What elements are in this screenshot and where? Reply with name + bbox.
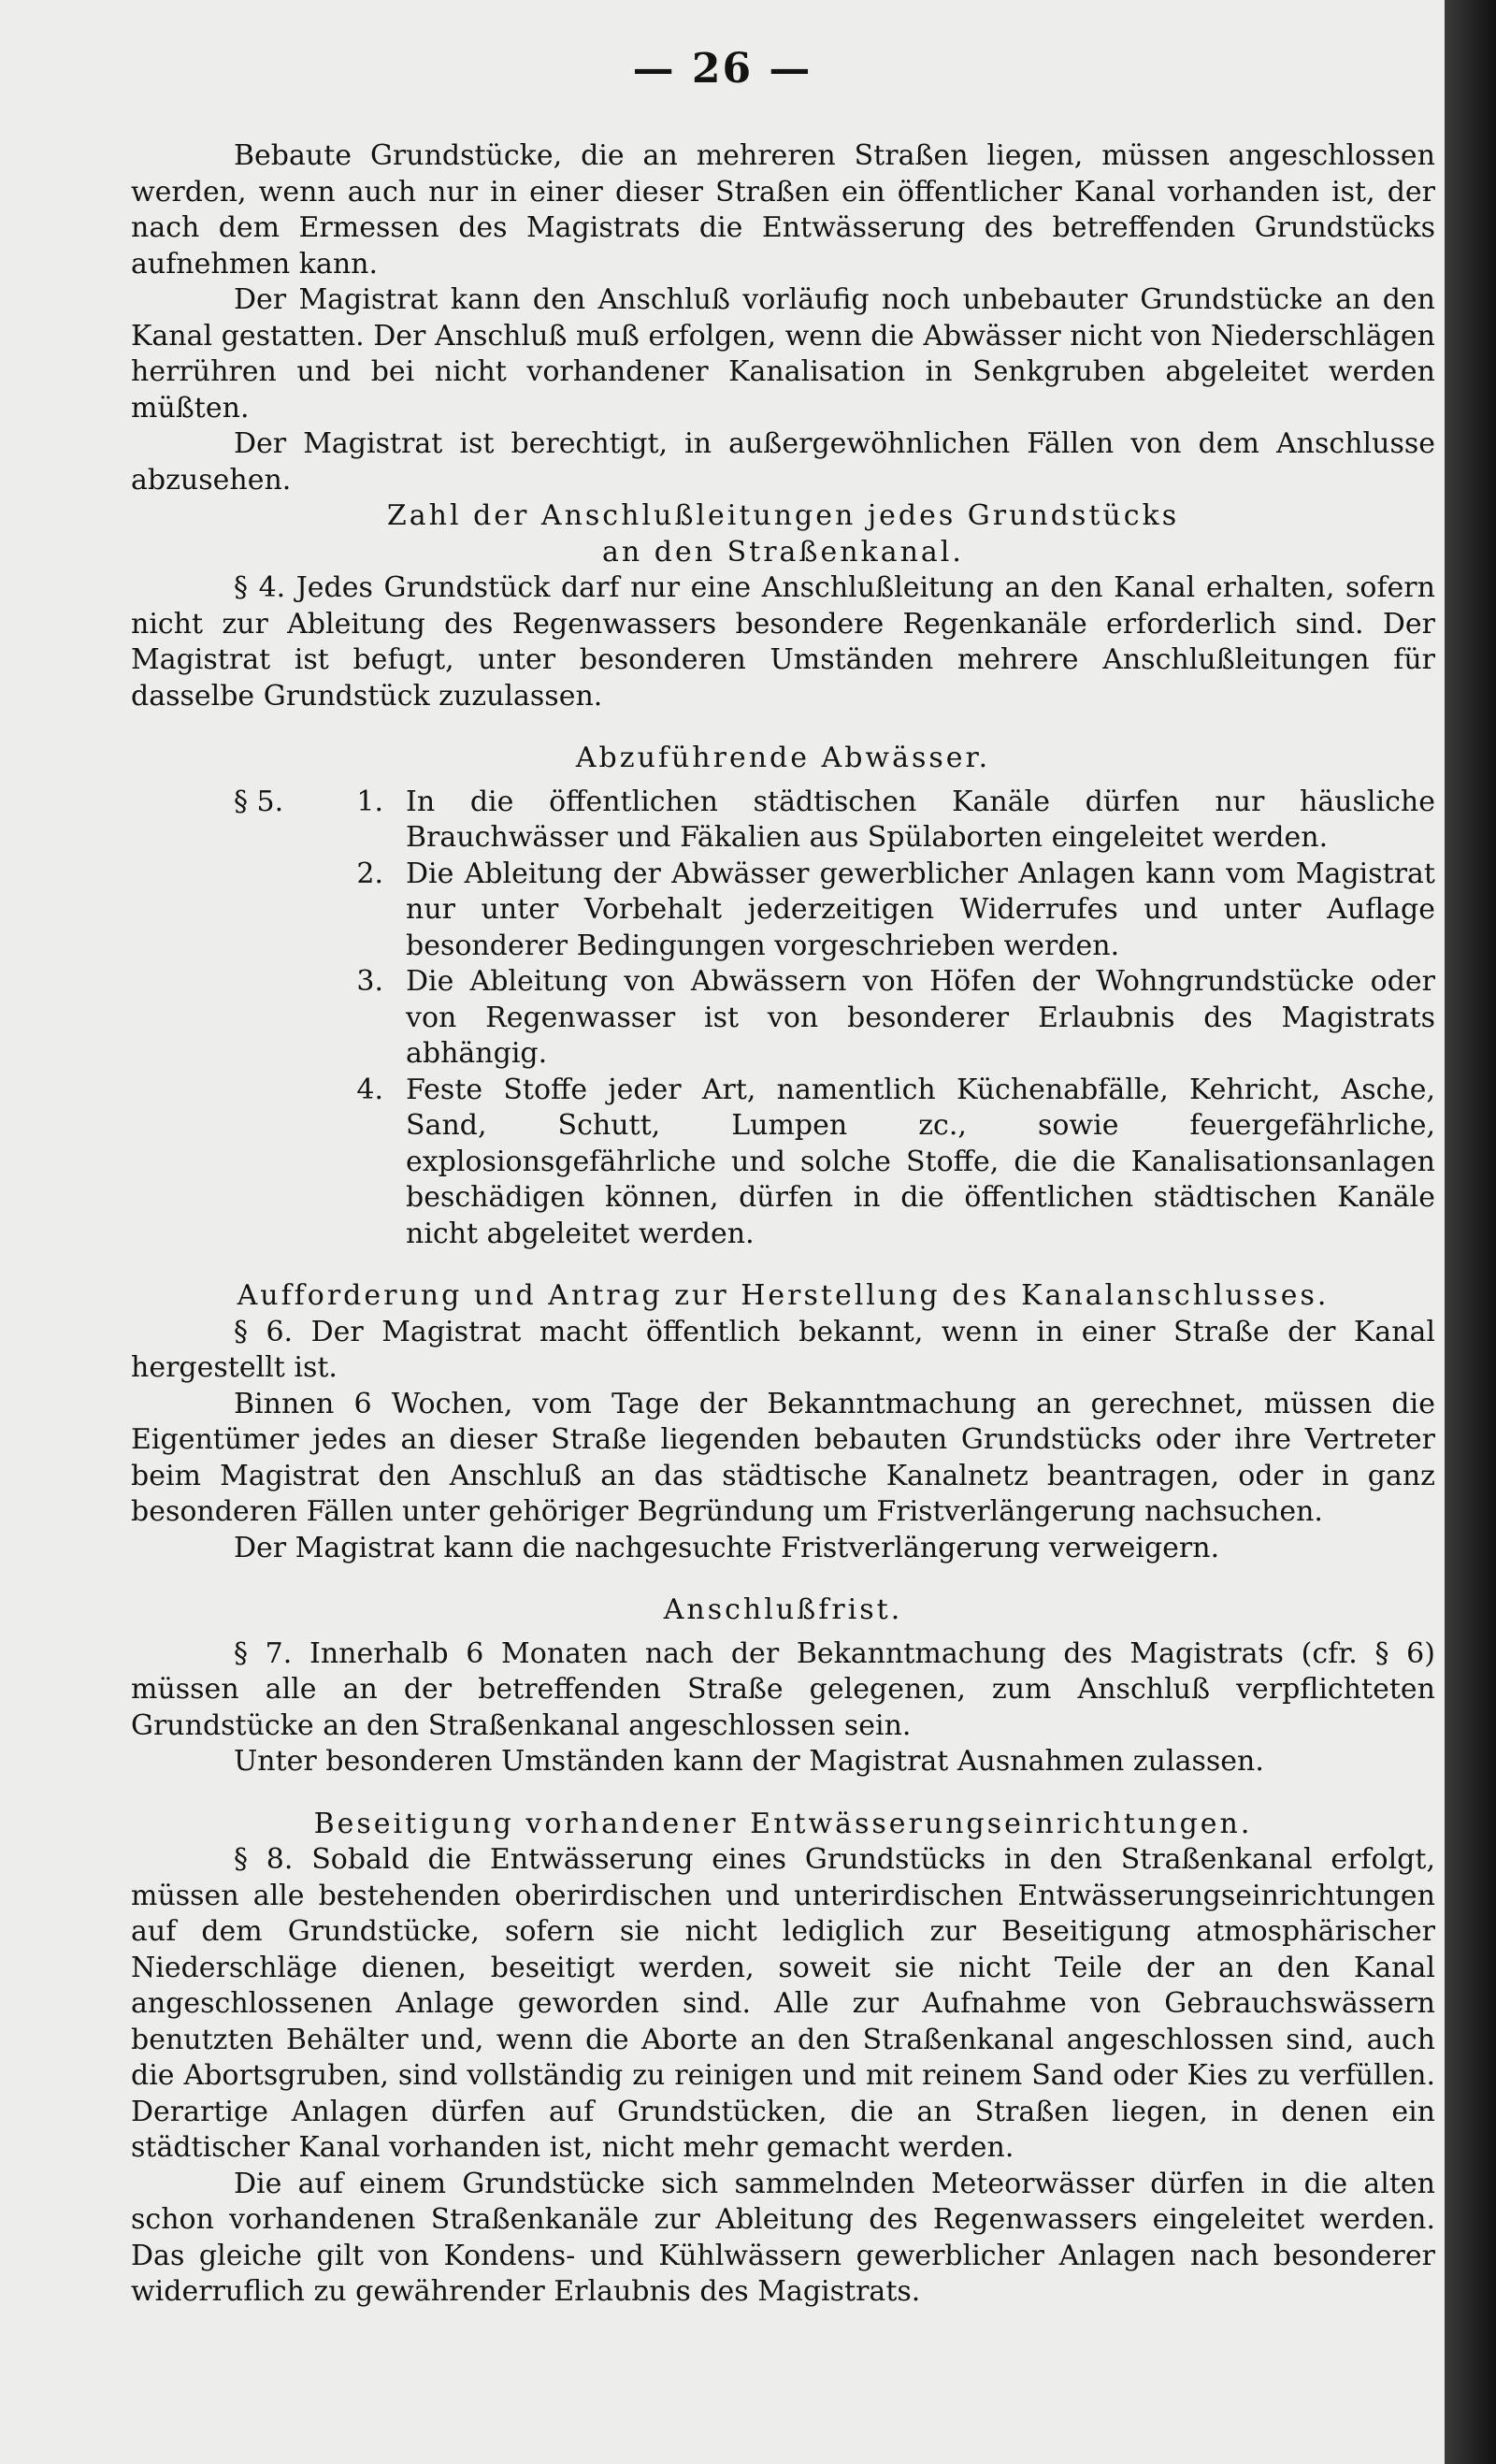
list-item bbox=[131, 785, 1435, 857]
list-item-number: 4. bbox=[356, 1073, 383, 1106]
section-6-paragraph-3: Der Magistrat kann die nachgesuchte Fristverlängerung verweigern. bbox=[234, 1531, 1220, 1564]
section-7-heading: Anschlußfrist. bbox=[663, 1593, 903, 1626]
paragraph-intro-1: Bebaute Grundstücke, die an mehreren Straßen liegen, müssen angeschlossen werden, wenn auch nur in einer dieser Straßen ein öffentlicher Kanal vorhanden ist, der nach dem Ermessen des Magistrats die Entwässerung des betreffenden Grundstücks aufnehmen kann. bbox=[131, 139, 1435, 281]
section-7-paragraph bbox=[131, 1636, 1435, 1745]
section-7-text: Innerhalb 6 Monaten nach der Bekanntmachung des Magistrats (cfr. § 6) müssen alle an der betreffenden Straße gelegenen, zum Anschluß verpflichteten Grundstücke an den Straßenkanal angeschlossen sein. bbox=[131, 1636, 1435, 1742]
section-8-heading: Beseitigung vorhandener Entwässerungseinrichtungen. bbox=[313, 1807, 1253, 1840]
section-7-label: § 7. bbox=[234, 1636, 293, 1670]
page-number: — 26 — bbox=[632, 45, 813, 93]
section-7-paragraph-2: Unter besonderen Umständen kann der Magistrat Ausnahmen zulassen. bbox=[234, 1745, 1264, 1778]
section-6-text: Der Magistrat macht öffentlich bekannt, wenn in einer Straße der Kanal hergestellt ist. bbox=[131, 1315, 1435, 1384]
section-5-list bbox=[131, 785, 1435, 1253]
section-4-paragraph bbox=[131, 570, 1435, 714]
section-6-heading: Aufforderung und Antrag zur Herstellung des Kanalanschlusses. bbox=[237, 1279, 1330, 1312]
page-body bbox=[131, 138, 1435, 2311]
list-item-number: 1. bbox=[356, 785, 383, 818]
section-8-paragraph bbox=[131, 1842, 1435, 2167]
section-6-paragraph-2: Binnen 6 Wochen, vom Tage der Bekanntmachung an gerechnet, müssen die Eigentümer jedes an dieser Straße liegenden bebauten Grundstücks oder ihre Vertreter beim Magistrat den Anschluß an das städtische Kanalnetz beantragen, oder in ganz besonderen Fällen unter gehöriger Begründung um Fristverlängerung nachsuchen. bbox=[131, 1387, 1435, 1528]
section-8-label: § 8. bbox=[234, 1843, 294, 1876]
section-6-paragraph bbox=[131, 1315, 1435, 1387]
section-8-text: Sobald die Entwässerung eines Grundstücks in den Straßenkanal erfolgt, müssen alle bestehenden oberirdischen und unterirdischen Entwässerungseinrichtungen auf dem Grundstücke, sofern sie nicht lediglich zur Beseitigung atmosphärischer Niederschläge dienen, beseitigt werden, soweit sie nicht Teile der an den Kanal angeschlossenen Anlage geworden sind. Alle zur Aufnahme von Gebrauchswässern benutzten Behälter und, wenn die Aborte an den Straßenkanal angeschlossen sind, auch die Abortsgruben, sind vollständig zu reinigen und mit reinem Sand oder Kies zu verfüllen. Derartige Anlagen dürfen auf Grundstücken, die an Straßen liegen, in denen ein städtischer Kanal vorhanden ist, nicht mehr gemacht werden. bbox=[131, 1843, 1435, 2164]
list-item-number: 2. bbox=[356, 857, 383, 890]
section-5-label: § 5. bbox=[234, 785, 284, 818]
paragraph-intro-3: Der Magistrat ist berechtigt, in außergewöhnlichen Fällen von dem Anschlusse abzusehen. bbox=[131, 427, 1435, 497]
section-5-heading: Abzuführende Abwässer. bbox=[575, 742, 991, 774]
list-item-text: Feste Stoffe jeder Art, namentlich Küchenabfälle, Kehricht, Asche, Sand, Schutt, Lumpen zc., sowie feuergefährliche, explosionsgefährliche und solche Stoffe, die die Kanalisationsanlagen beschädigen können, dürfen in die öffentlichen städtischen Kanäle nicht abgeleitet werden. bbox=[406, 1073, 1435, 1250]
section-4-text: Jedes Grundstück darf nur eine Anschlußleitung an den Kanal erhalten, sofern nicht zur Ableitung des Regenwassers besondere Regenkanäle erforderlich sind. Der Magistrat ist befugt, unter besonderen Umständen mehrere Anschlußleitungen für dasselbe Grundstück zuzulassen. bbox=[131, 571, 1435, 713]
list-item-text: Die Ableitung der Abwässer gewerblicher Anlagen kann vom Magistrat nur unter Vorbehalt jederzeitigen Widerrufes und unter Auflage besonderer Bedingungen vorgeschrieben werden. bbox=[406, 857, 1435, 962]
paragraph-intro-2: Der Magistrat kann den Anschluß vorläufig noch unbebauter Grundstücke an den Kanal gestatten. Der Anschluß muß erfolgen, wenn die Abwässer nicht von Niederschlägen herrühren und bei nicht vorhandener Kanalisation in Senkgruben abgeleitet werden müßten. bbox=[131, 283, 1435, 425]
section-4-label: § 4. bbox=[234, 571, 286, 604]
list-item bbox=[131, 857, 1435, 965]
section-4-heading-line-2: an den Straßenkanal. bbox=[602, 535, 964, 569]
list-item bbox=[131, 964, 1435, 1073]
scan-edge bbox=[1445, 0, 1496, 2464]
list-item-number: 3. bbox=[356, 965, 383, 998]
list-item bbox=[131, 1073, 1435, 1253]
section-6-label: § 6. bbox=[234, 1315, 294, 1348]
list-item-text: Die Ableitung von Abwässern von Höfen der Wohngrundstücke oder von Regenwasser ist von besonderer Erlaubnis des Magistrats abhängig. bbox=[406, 965, 1435, 1070]
list-item-text: In die öffentlichen städtischen Kanäle dürfen nur häusliche Brauchwässer und Fäkalien aus Spülaborten eingeleitet werden. bbox=[406, 785, 1435, 854]
section-4-heading-line-1: Zahl der Anschlußleitungen jedes Grundstücks bbox=[386, 499, 1180, 532]
section-8-paragraph-2: Die auf einem Grundstücke sich sammelnden Meteorwässer dürfen in die alten schon vorhandenen Straßenkanäle zur Ableitung des Regenwassers eingeleitet werden. Das gleiche gilt von Kondens- und Kühlwässern gewerblicher Anlagen nach besonderer widerruflich zu gewährender Erlaubnis des Magistrats. bbox=[131, 2167, 1435, 2308]
